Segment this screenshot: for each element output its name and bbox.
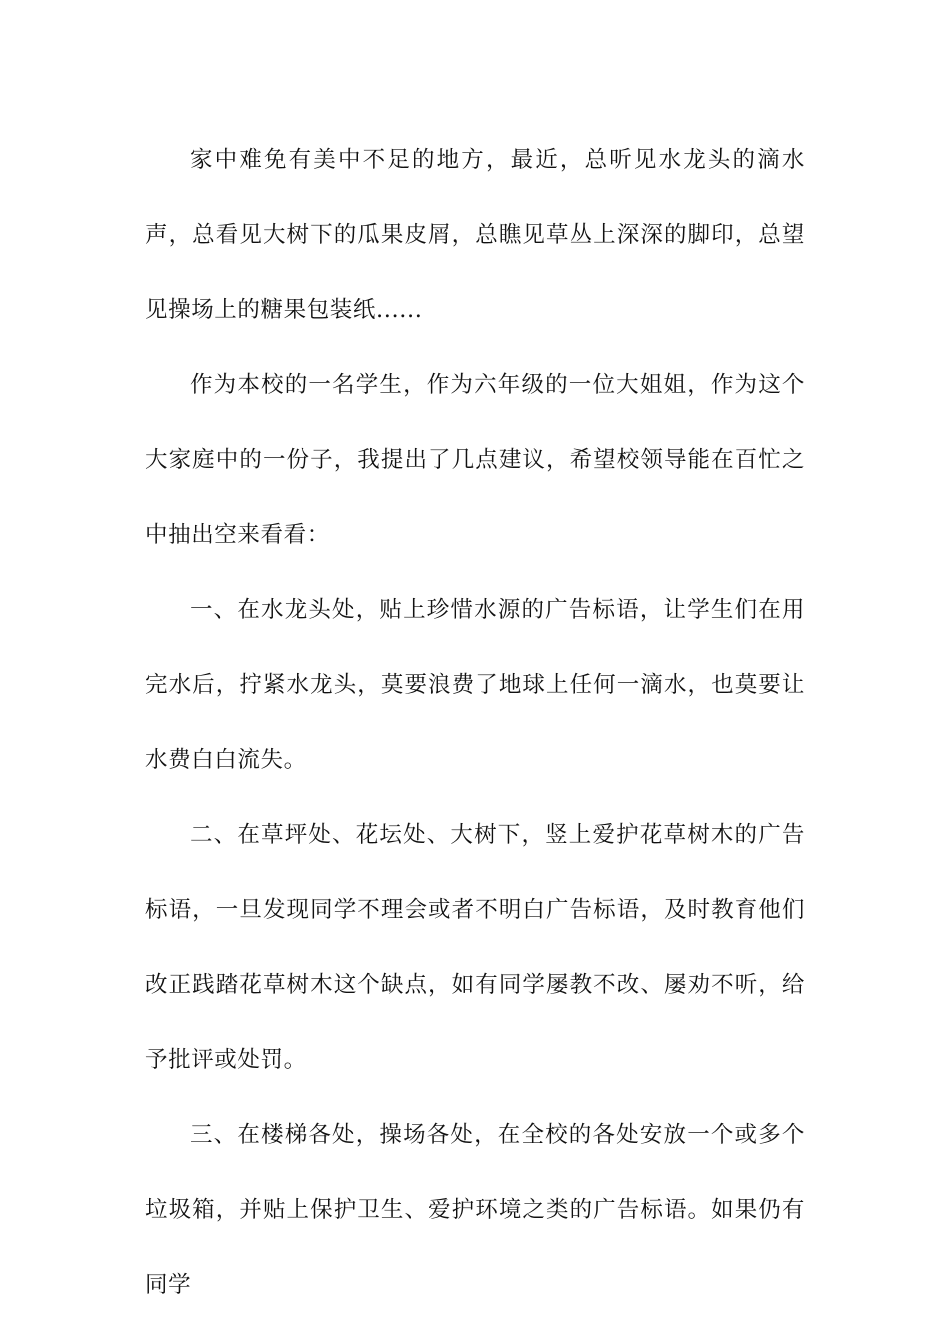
paragraph-suggestion-3: 三、在楼梯各处，操场各处，在全校的各处安放一个或多个垃圾箱，并贴上保护卫生、爱护环境之类的广告标语。如果仍有同学 xyxy=(145,1122,805,1298)
paragraph-purpose: 作为本校的一名学生，作为六年级的一位大姐姐，作为这个大家庭中的一份子，我提出了几点建议，希望校领导能在百忙之中抽出空来看看： xyxy=(145,372,805,548)
paragraph-intro: 家中难免有美中不足的地方，最近，总听见水龙头的滴水声，总看见大树下的瓜果皮屑，总瞧见草丛上深深的脚印，总望见操场上的糖果包装纸...... xyxy=(145,147,805,323)
paragraph-suggestion-1: 一、在水龙头处，贴上珍惜水源的广告标语，让学生们在用完水后，拧紧水龙头，莫要浪费了地球上任何一滴水，也莫要让水费白白流失。 xyxy=(145,597,805,773)
document-body xyxy=(145,123,805,1323)
paragraph-suggestion-2: 二、在草坪处、花坛处、大树下，竖上爱护花草树木的广告标语，一旦发现同学不理会或者不明白广告标语，及时教育他们改正践踏花草树木这个缺点，如有同学屡教不改、屡劝不听，给予批评或处罚。 xyxy=(145,822,805,1073)
